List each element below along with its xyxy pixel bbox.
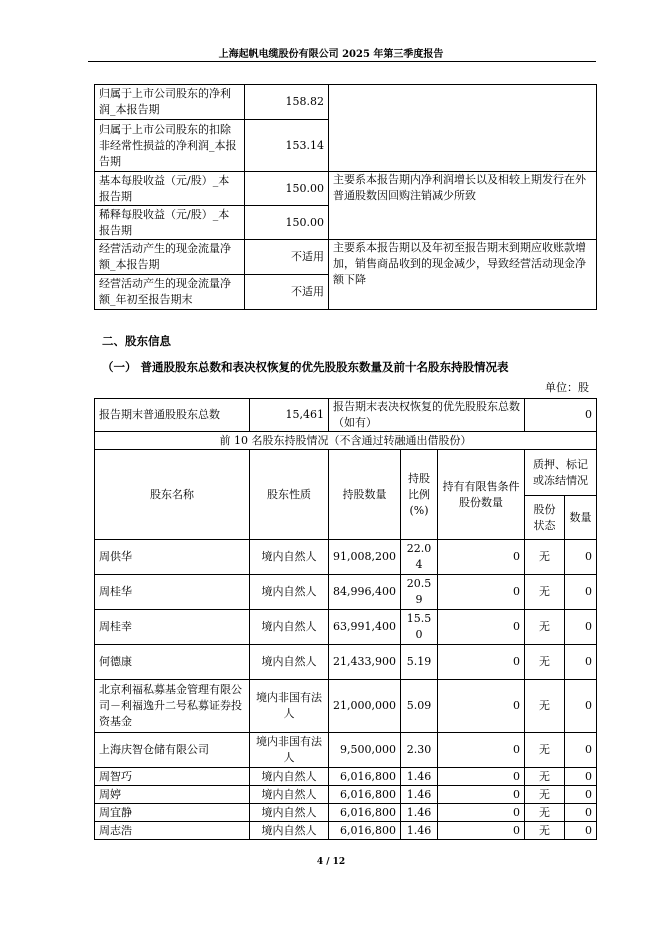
table-row — [95, 822, 597, 840]
col-header-name: 股东名称 — [95, 450, 250, 540]
report-header-title: 上海起帆电缆股份有限公司 2025 年第三季度报告 — [218, 49, 444, 60]
indicator-reason: 主要系本报告期以及年初至报告期末到期应收账款增加，销售商品收到的现金减少，导致经营活动现金净额下降 — [329, 240, 597, 310]
holder-name: 周婷 — [95, 786, 250, 804]
holder-amount: 63,991,400 — [329, 610, 401, 645]
indicator-value: 150.00 — [245, 172, 329, 206]
indicator-value: 150.00 — [245, 206, 329, 240]
unit-label: 单位：股 — [545, 381, 589, 394]
shareholder-table — [94, 398, 597, 840]
header-row — [95, 450, 597, 496]
indicator-value: 158.82 — [245, 85, 329, 120]
table-row — [95, 610, 597, 645]
holder-amount: 6,016,800 — [329, 822, 401, 840]
holder-nature: 境内非国有法人 — [250, 680, 329, 733]
table-row — [95, 733, 597, 768]
summary-row — [95, 399, 597, 432]
holder-nature: 境内自然人 — [250, 645, 329, 680]
col-header-pledge: 质押、标记或冻结情况 — [525, 450, 597, 496]
indicator-value: 153.14 — [245, 120, 329, 172]
holder-ratio: 1.46 — [401, 768, 438, 786]
holder-restricted: 0 — [438, 680, 525, 733]
holder-ratio: 5.19 — [401, 645, 438, 680]
indicator-table — [94, 84, 597, 310]
holder-amount: 21,433,900 — [329, 645, 401, 680]
page-number: 4 / 12 — [316, 857, 346, 867]
indicator-label: 归属于上市公司股东的扣除非经常性损益的净利润_本报告期 — [95, 120, 245, 172]
holder-nature: 境内自然人 — [250, 575, 329, 610]
indicator-row — [95, 85, 597, 120]
holder-name: 周桂华 — [95, 575, 250, 610]
col-header-status: 股份状态 — [525, 496, 565, 540]
holder-nature: 境内自然人 — [250, 804, 329, 822]
holder-name: 周志浩 — [95, 822, 250, 840]
holder-amount: 91,008,200 — [329, 540, 401, 575]
holder-qty: 0 — [565, 733, 597, 768]
holder-status: 无 — [525, 575, 565, 610]
holder-nature: 境内自然人 — [250, 540, 329, 575]
holder-status: 无 — [525, 768, 565, 786]
holder-status: 无 — [525, 733, 565, 768]
holder-ratio: 1.46 — [401, 786, 438, 804]
holder-name: 周宜静 — [95, 804, 250, 822]
col-header-nature: 股东性质 — [250, 450, 329, 540]
holder-restricted: 0 — [438, 804, 525, 822]
table-row — [95, 575, 597, 610]
holder-restricted: 0 — [438, 733, 525, 768]
indicator-label: 稀释每股收益（元/股）_本报告期 — [95, 206, 245, 240]
holder-ratio: 1.46 — [401, 822, 438, 840]
table-row — [95, 680, 597, 733]
holder-qty: 0 — [565, 610, 597, 645]
table-row — [95, 645, 597, 680]
holder-amount: 21,000,000 — [329, 680, 401, 733]
holder-ratio: 15.50 — [401, 610, 438, 645]
indicator-label: 经营活动产生的现金流量净额_年初至报告期末 — [95, 275, 245, 310]
holder-amount: 6,016,800 — [329, 768, 401, 786]
holder-qty: 0 — [565, 768, 597, 786]
holder-status: 无 — [525, 610, 565, 645]
holder-restricted: 0 — [438, 645, 525, 680]
holder-status: 无 — [525, 786, 565, 804]
indicator-value: 不适用 — [245, 240, 329, 275]
col-header-ratio: 持股比例(%) — [401, 450, 438, 540]
indicator-reason: 主要系本报告期内净利润增长以及相较上期发行在外普通股数因回购注销减少所致 — [329, 172, 597, 240]
holder-name: 何德康 — [95, 645, 250, 680]
holder-status: 无 — [525, 804, 565, 822]
total-holders-label: 报告期末普通股股东总数 — [95, 399, 250, 432]
holder-nature: 境内自然人 — [250, 610, 329, 645]
table-row — [95, 540, 597, 575]
holder-nature: 境内自然人 — [250, 786, 329, 804]
holder-name: 周智巧 — [95, 768, 250, 786]
holder-restricted: 0 — [438, 822, 525, 840]
holder-nature: 境内自然人 — [250, 822, 329, 840]
holder-amount: 84,996,400 — [329, 575, 401, 610]
holder-name: 上海庆智仓储有限公司 — [95, 733, 250, 768]
indicator-label: 归属于上市公司股东的净利润_本报告期 — [95, 85, 245, 120]
col-header-qty: 数量 — [565, 496, 597, 540]
holder-qty: 0 — [565, 540, 597, 575]
col-header-restricted: 持有有限售条件股份数量 — [438, 450, 525, 540]
indicator-reason — [329, 85, 597, 172]
holder-qty: 0 — [565, 575, 597, 610]
preferred-holders-value: 0 — [525, 399, 597, 432]
top10-caption: 前 10 名股东持股情况（不含通过转融通出借股份） — [95, 432, 597, 450]
holder-status: 无 — [525, 540, 565, 575]
holder-restricted: 0 — [438, 610, 525, 645]
indicator-label: 基本每股收益（元/股）_本报告期 — [95, 172, 245, 206]
total-holders-value: 15,461 — [250, 399, 329, 432]
holder-status: 无 — [525, 822, 565, 840]
holder-qty: 0 — [565, 822, 597, 840]
col-header-amount: 持股数量 — [329, 450, 401, 540]
header-rule — [88, 61, 596, 62]
holder-ratio: 20.59 — [401, 575, 438, 610]
holder-ratio: 1.46 — [401, 804, 438, 822]
holder-ratio: 22.04 — [401, 540, 438, 575]
indicator-row — [95, 240, 597, 275]
indicator-label: 经营活动产生的现金流量净额_本报告期 — [95, 240, 245, 275]
holder-qty: 0 — [565, 804, 597, 822]
holder-amount: 9,500,000 — [329, 733, 401, 768]
indicator-row — [95, 172, 597, 206]
holder-ratio: 2.30 — [401, 733, 438, 768]
preferred-holders-label: 报告期末表决权恢复的优先股股东总数（如有） — [329, 399, 525, 432]
holder-restricted: 0 — [438, 575, 525, 610]
section-title: 二、股东信息 — [102, 334, 171, 348]
holder-restricted: 0 — [438, 540, 525, 575]
holder-restricted: 0 — [438, 768, 525, 786]
holder-name: 北京利福私募基金管理有限公司－利福逸升二号私募证券投资基金 — [95, 680, 250, 733]
holder-qty: 0 — [565, 645, 597, 680]
holder-status: 无 — [525, 645, 565, 680]
section-subtitle: （一） 普通股股东总数和表决权恢复的优先股股东数量及前十名股东持股情况表 — [102, 360, 509, 374]
holder-status: 无 — [525, 680, 565, 733]
holder-name: 周供华 — [95, 540, 250, 575]
table-row — [95, 768, 597, 786]
indicator-value: 不适用 — [245, 275, 329, 310]
holder-qty: 0 — [565, 680, 597, 733]
caption-row — [95, 432, 597, 450]
holder-amount: 6,016,800 — [329, 804, 401, 822]
holder-nature: 境内自然人 — [250, 768, 329, 786]
holder-qty: 0 — [565, 786, 597, 804]
holder-ratio: 5.09 — [401, 680, 438, 733]
holder-amount: 6,016,800 — [329, 786, 401, 804]
table-row — [95, 786, 597, 804]
holder-name: 周桂幸 — [95, 610, 250, 645]
holder-nature: 境内非国有法人 — [250, 733, 329, 768]
table-row — [95, 804, 597, 822]
holder-restricted: 0 — [438, 786, 525, 804]
